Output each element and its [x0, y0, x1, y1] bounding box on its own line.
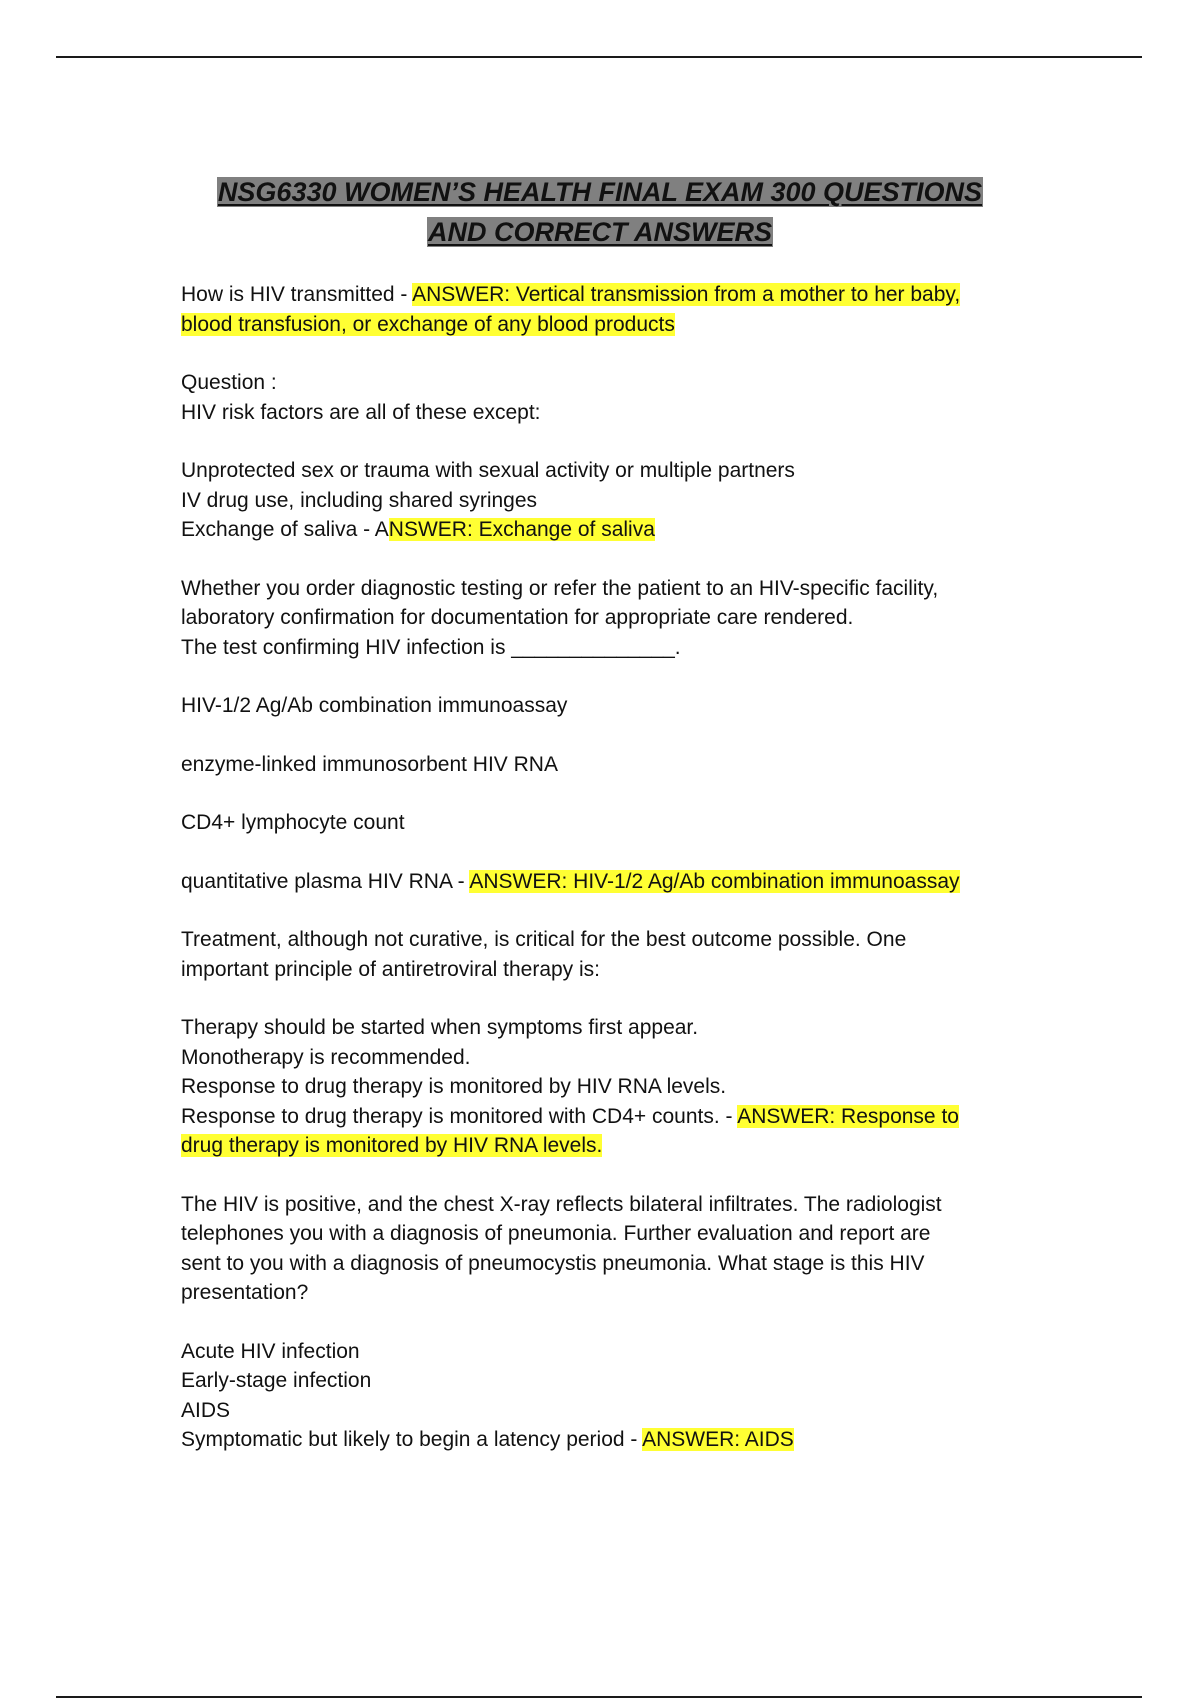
q3-option-3: CD4+ lymphocyte count	[181, 811, 405, 834]
q4-option-4-text: Response to drug therapy is monitored with CD4+ counts. -	[181, 1104, 738, 1128]
q5-line-2: telephones you with a diagnosis of pneumonia. Further evaluation and report are	[181, 1222, 931, 1245]
q3-line-2: laboratory confirmation for documentation for appropriate care rendered.	[181, 606, 854, 629]
q2-option-1: Unprotected sex or trauma with sexual activity or multiple partners	[181, 459, 795, 482]
q4-answer-part-1: ANSWER: Response to	[737, 1104, 959, 1128]
q1-answer-part-2: blood transfusion, or exchange of any blood products	[181, 312, 675, 336]
q5-line-1: The HIV is positive, and the chest X-ray reflects bilateral infiltrates. The radiologist	[181, 1192, 942, 1216]
q2-question: HIV risk factors are all of these except:	[181, 400, 541, 424]
q2-answer: NSWER: Exchange of saliva	[388, 518, 655, 541]
q5-option-4-text: Symptomatic but likely to begin a latency period -	[181, 1428, 643, 1451]
q4-answer-line-2	[181, 1131, 1021, 1161]
q4-option-3: Response to drug therapy is monitored by HIV RNA levels.	[181, 1075, 727, 1098]
q5-option-4	[181, 1425, 1021, 1455]
q1-line-2	[181, 310, 1021, 340]
q1-answer-part-1: ANSWER: Vertical transmission from a mother to her baby,	[412, 283, 961, 306]
q3-option-4-text: quantitative plasma HIV RNA -	[181, 869, 470, 893]
document-title	[140, 172, 1060, 252]
q5-option-2: Early-stage infection	[181, 1369, 372, 1392]
top-rule	[56, 56, 1142, 58]
q3-line-3: The test confirming HIV infection is ______________.	[181, 635, 681, 659]
q2-option-3-text: Exchange of saliva - A	[181, 518, 389, 541]
q3-line-1: Whether you order diagnostic testing or refer the patient to an HIV-specific facility,	[181, 576, 939, 600]
bottom-rule	[56, 1696, 1142, 1698]
q3-option-1: HIV-1/2 Ag/Ab combination immunoassay	[181, 694, 568, 717]
q4-line-2: important principle of antiretroviral therapy is:	[181, 957, 601, 981]
q4-answer-part-2: drug therapy is monitored by HIV RNA levels.	[181, 1134, 603, 1157]
q5-option-1: Acute HIV infection	[181, 1339, 360, 1363]
q5-option-3: AIDS	[181, 1398, 231, 1422]
q1-question: How is HIV transmitted -	[181, 283, 413, 306]
q2-option-2: IV drug use, including shared syringes	[181, 488, 538, 512]
q2-option-3	[181, 515, 1021, 545]
title-line-2: AND CORRECT ANSWERS	[428, 217, 772, 247]
title-line-1: NSG6330 WOMEN’S HEALTH FINAL EXAM 300 QUESTIONS	[217, 177, 983, 207]
q5-line-4: presentation?	[181, 1281, 309, 1304]
q3-option-4	[181, 867, 1021, 897]
q3-option-2: enzyme-linked immunosorbent HIV RNA	[181, 752, 558, 776]
document-body	[181, 280, 1021, 1455]
q5-answer: ANSWER: AIDS	[642, 1428, 794, 1451]
q1-line-1	[181, 280, 1021, 310]
q4-line-1: Treatment, although not curative, is critical for the best outcome possible. One	[181, 928, 907, 951]
q4-option-2: Monotherapy is recommended.	[181, 1045, 471, 1069]
q5-line-3: sent to you with a diagnosis of pneumocystis pneumonia. What stage is this HIV	[181, 1251, 925, 1275]
q2-label: Question :	[181, 371, 277, 394]
q4-option-4	[181, 1102, 1021, 1132]
q3-answer: ANSWER: HIV-1/2 Ag/Ab combination immunoassay	[469, 869, 960, 893]
q4-option-1: Therapy should be started when symptoms first appear.	[181, 1016, 699, 1039]
